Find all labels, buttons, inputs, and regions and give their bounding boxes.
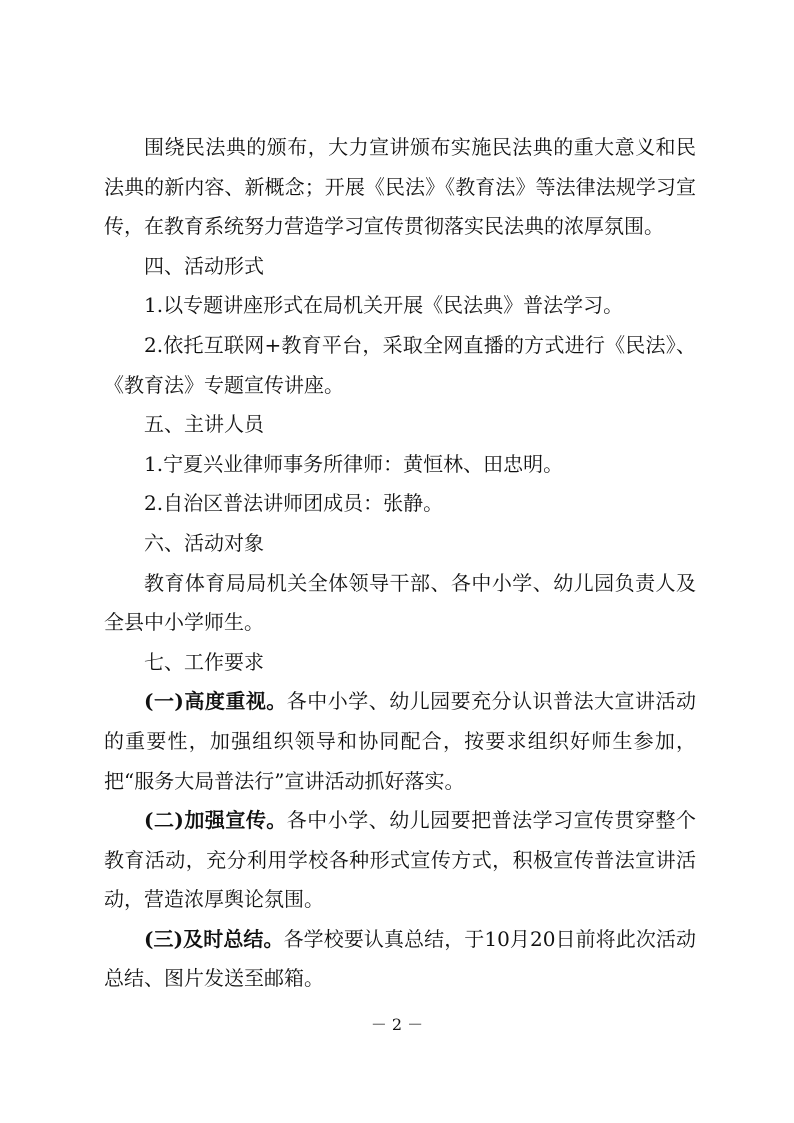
requirement-3 — [104, 920, 696, 999]
requirement-1 — [104, 682, 696, 801]
activity-form-item-1: 1.以专题讲座形式在局机关开展《民法典》普法学习。 — [144, 293, 624, 318]
section-heading-speakers: 五、主讲人员 — [144, 412, 264, 437]
requirement-2 — [104, 801, 696, 920]
audience-paragraph: 教育体育局局机关全体领导干部、各中小学、幼儿园负责人及全县中小学师生。 — [104, 570, 696, 635]
speakers-item-2: 2.自治区普法讲师团成员：张静。 — [144, 491, 444, 516]
requirement-3-text: 各学校要认真总结，于10月20日前将此次活动总结、图片发送至邮箱。 — [104, 926, 696, 991]
section-heading-activity-form: 四、活动形式 — [144, 253, 264, 278]
activity-form-item-2: 2.依托互联网+教育平台，采取全网直播的方式进行《民法》、《教育法》专题宣传讲座。 — [104, 332, 696, 397]
section-heading-audience: 六、活动对象 — [144, 530, 264, 555]
requirement-1-lead: (一)高度重视。 — [144, 689, 287, 714]
requirement-1-text: 各中小学、幼儿园要充分认识普法大宣讲活动的重要性，加强组织领导和协同配合，按要求组织好师生参加，把“服务大局普法行”宣讲活动抓好落实。 — [104, 689, 696, 793]
document-body — [104, 128, 696, 999]
requirement-3-lead: (三)及时总结。 — [144, 926, 284, 951]
page-number: － 2 － — [370, 1015, 424, 1034]
requirement-2-lead: (二)加强宣传。 — [144, 808, 287, 833]
requirement-2-text: 各中小学、幼儿园要把普法学习宣传贯穿整个教育活动，充分利用学校各种形式宣传方式，积极宣传普法宣讲活动，营造浓厚舆论氛围。 — [104, 808, 696, 912]
intro-paragraph: 围绕民法典的颁布，大力宣讲颁布实施民法典的重大意义和民法典的新内容、新概念；开展《民法》《教育法》等法律法规学习宣传，在教育系统努力营造学习宣传贯彻落实民法典的浓厚氛围。 — [104, 135, 696, 239]
section-heading-requirements: 七、工作要求 — [144, 649, 264, 674]
speakers-item-1: 1.宁夏兴业律师事务所律师：黄恒林、田忠明。 — [144, 451, 564, 476]
